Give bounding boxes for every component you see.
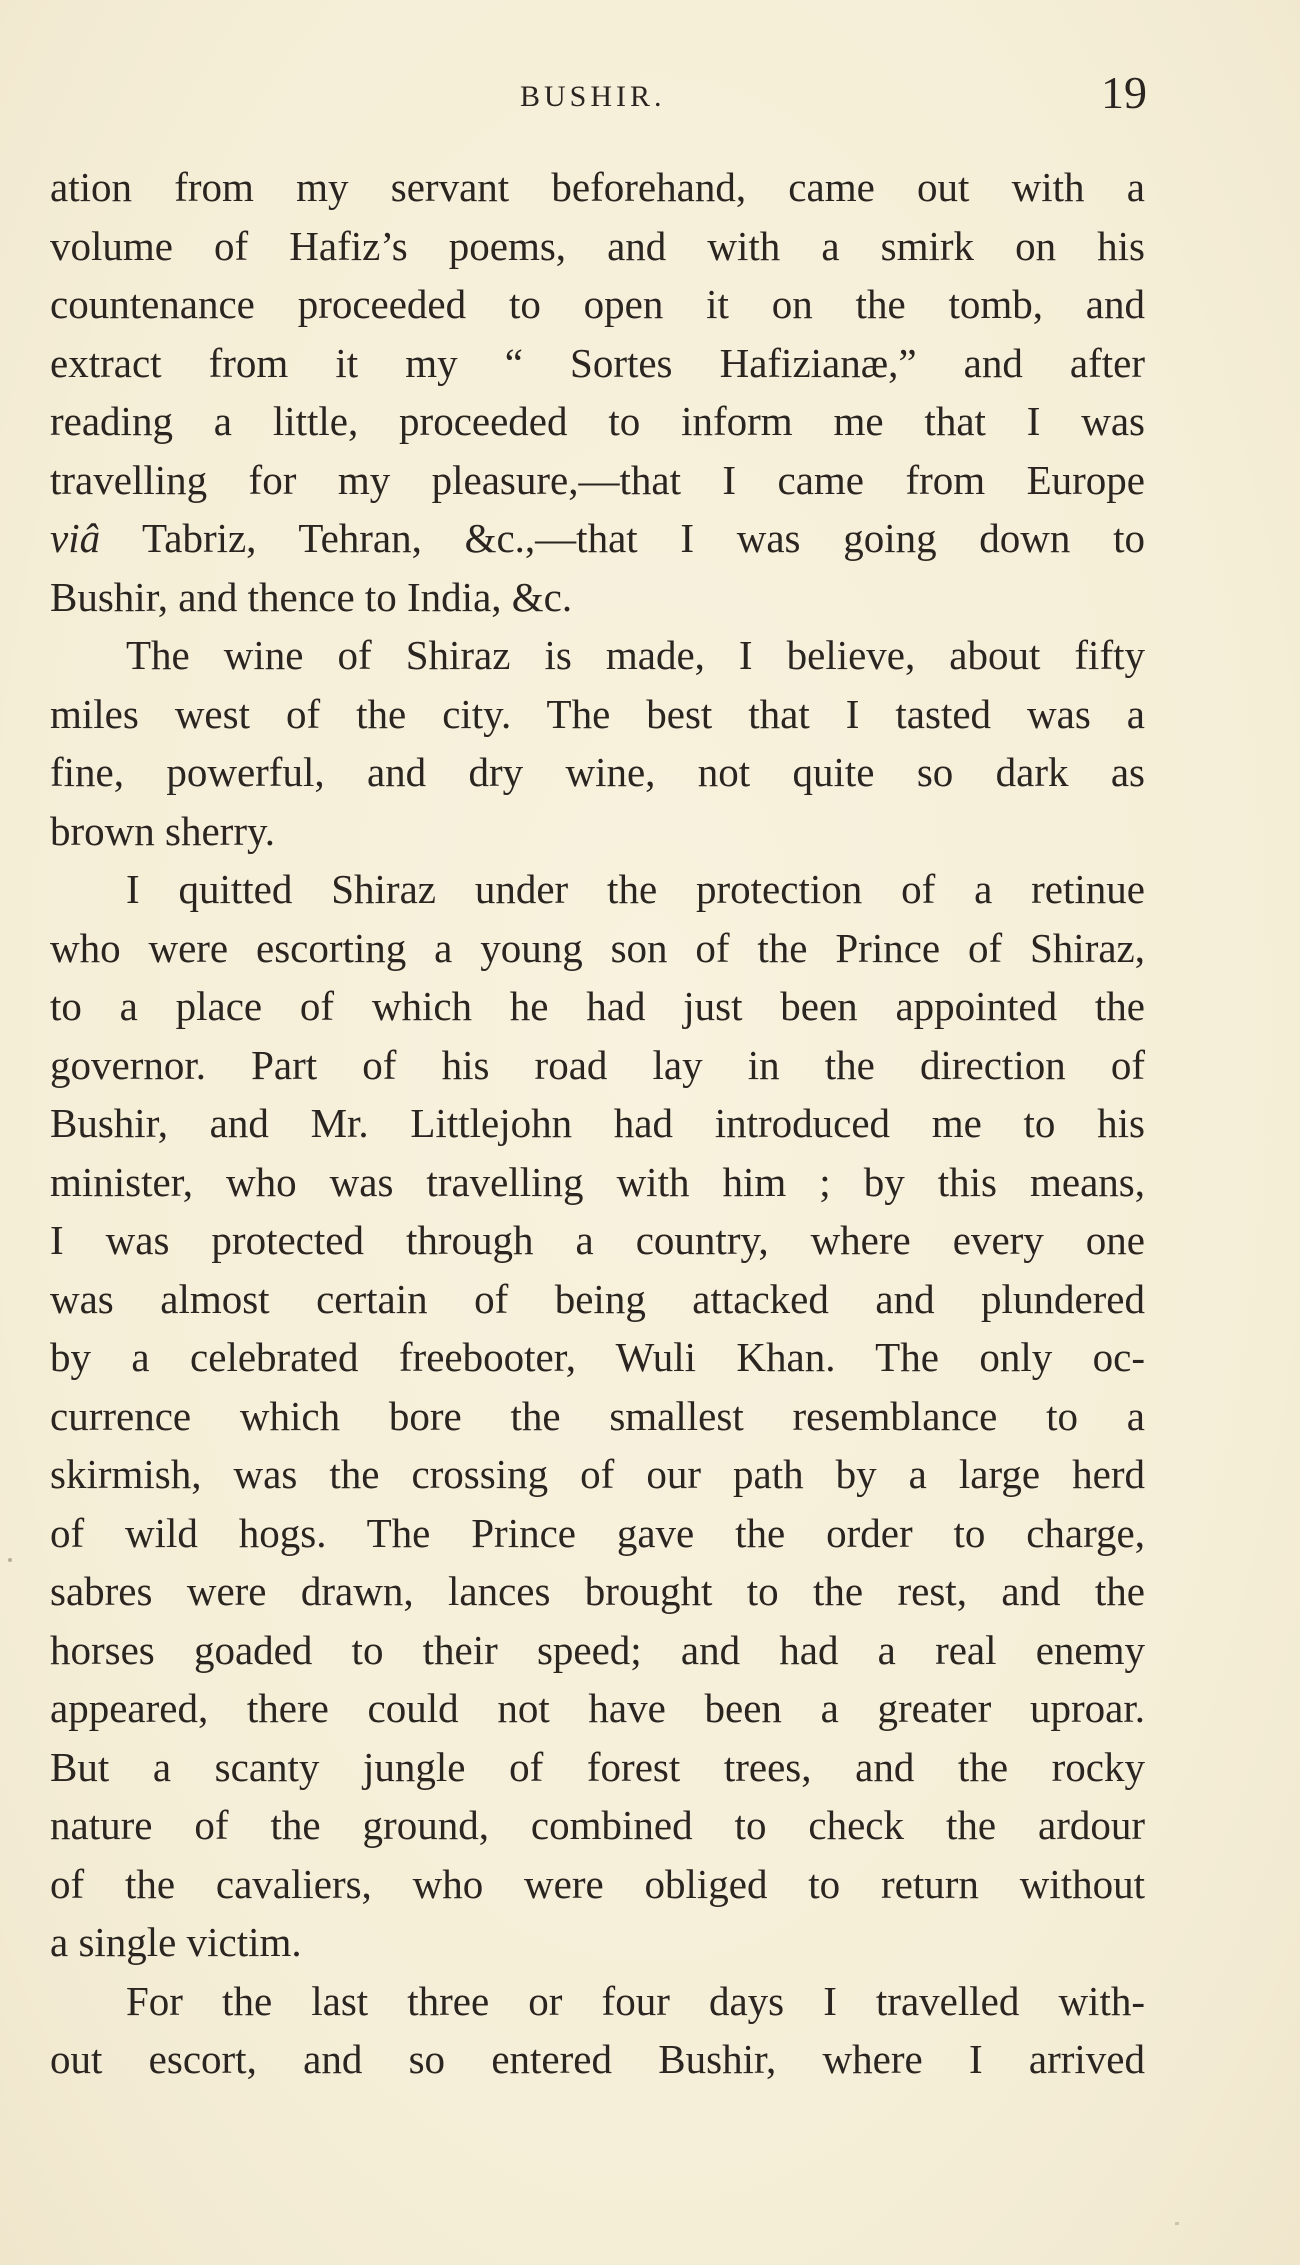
text-line: of wild hogs. The Prince gave the order to charge, bbox=[50, 1509, 1145, 1556]
paragraph-end-line: brown sherry. bbox=[50, 807, 276, 854]
text-line: was almost certain of being attacked and plundered bbox=[50, 1275, 1145, 1322]
text-line: Bushir, and Mr. Littlejohn had introduced me to his bbox=[50, 1100, 1145, 1146]
paper-speck bbox=[8, 1558, 12, 1562]
text-line: by a celebrated freebooter, Wuli Khan. The only oc- bbox=[50, 1334, 1145, 1380]
text-line: I was protected through a country, where every one bbox=[50, 1217, 1145, 1263]
text-line: of the cavaliers, who were obliged to return without bbox=[50, 1860, 1145, 1907]
paragraph-start-line: I quitted Shiraz under the protection of a retinue bbox=[126, 866, 1145, 912]
text-line: out escort, and so entered Bushir, where I arrived bbox=[50, 2036, 1145, 2082]
text-line: reading a little, proceeded to inform me that I was bbox=[50, 398, 1145, 444]
text-line: who were escorting a young son of the Prince of Shiraz, bbox=[50, 924, 1145, 971]
paragraph-start-line: The wine of Shiraz is made, I believe, about fifty bbox=[126, 632, 1145, 678]
text-line: currence which bore the smallest resemblance to a bbox=[50, 1392, 1145, 1439]
running-title: BUSHIR. bbox=[520, 80, 666, 113]
text-line: miles west of the city. The best that I tasted was a bbox=[50, 690, 1145, 737]
text-line: skirmish, was the crossing of our path by a large herd bbox=[50, 1451, 1145, 1497]
text-line: But a scanty jungle of forest trees, and the rocky bbox=[50, 1743, 1145, 1790]
text-line: volume of Hafiz’s poems, and with a smirk on his bbox=[50, 222, 1145, 269]
paragraph-end-line: a single victim. bbox=[50, 1919, 302, 1965]
text-line: appeared, there could not have been a greater uproar. bbox=[50, 1685, 1145, 1731]
text-line: sabres were drawn, lances brought to the rest, and the bbox=[50, 1568, 1145, 1614]
text-line: travelling for my pleasure,—that I came from Europe bbox=[50, 456, 1145, 503]
text-line bbox=[50, 509, 1145, 568]
page-number: 19 bbox=[1101, 67, 1147, 118]
line-rest: Tabriz, Tehran, &c.,—that I was going down to bbox=[100, 515, 1145, 561]
paragraph-end-line: Bushir, and thence to India, &c. bbox=[50, 573, 573, 620]
running-head bbox=[0, 66, 1300, 126]
text-line: to a place of which he had just been appointed the bbox=[50, 983, 1145, 1029]
text-line: minister, who was travelling with him ; by this means, bbox=[50, 1158, 1145, 1205]
text-line: governor. Part of his road lay in the direction of bbox=[50, 1041, 1145, 1088]
body-text bbox=[50, 158, 1145, 2089]
text-line: nature of the ground, combined to check the ardour bbox=[50, 1802, 1145, 1848]
text-line: extract from it my “ Sortes Hafizianæ,” and after bbox=[50, 339, 1145, 386]
text-line: horses goaded to their speed; and had a real enemy bbox=[50, 1626, 1145, 1673]
text-line: ation from my servant beforehand, came out with a bbox=[50, 164, 1145, 210]
italic-word: viâ bbox=[50, 515, 101, 561]
paper-speck bbox=[1175, 2222, 1179, 2225]
paragraph-start-line: For the last three or four days I travelled with- bbox=[126, 1977, 1145, 2024]
text-line: fine, powerful, and dry wine, not quite so dark as bbox=[50, 749, 1145, 795]
text-line: countenance proceeded to open it on the tomb, and bbox=[50, 281, 1145, 327]
